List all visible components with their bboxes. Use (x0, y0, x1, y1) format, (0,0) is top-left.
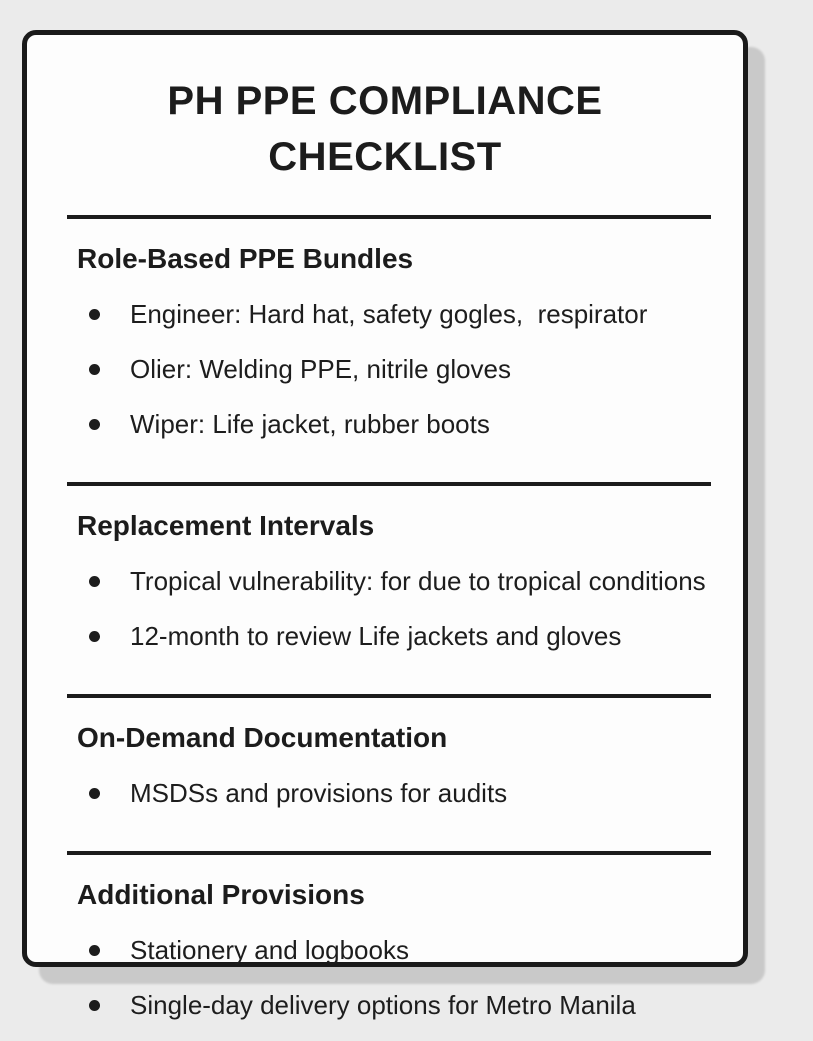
bullet-icon (89, 788, 100, 799)
divider (67, 851, 711, 855)
section-replacement-intervals (27, 510, 743, 672)
checklist-card (22, 30, 748, 1020)
bullet-list (77, 934, 711, 1041)
section-heading: Additional Provisions (77, 879, 365, 910)
divider (67, 482, 711, 486)
list-item-text: Tropical vulnerability: for due to tropical conditions (130, 566, 706, 596)
section-on-demand-documentation (27, 722, 743, 829)
list-item-text: Stationery and logbooks (130, 935, 409, 965)
list-item-text: 12-month to review Life jackets and gloves (130, 621, 622, 651)
list-item-text: Wiper: Life jacket, rubber boots (130, 409, 490, 439)
bullet-icon (89, 631, 100, 642)
list-item-text: Engineer: Hard hat, safety gogles, respirator (130, 299, 648, 329)
section-additional-provisions (27, 879, 743, 1041)
list-item (77, 777, 711, 809)
bullet-list (77, 565, 711, 672)
list-item (77, 934, 711, 966)
list-item (77, 353, 711, 385)
section-heading: On-Demand Documentation (77, 722, 448, 753)
list-item-text: Olier: Welding PPE, nitrile gloves (130, 354, 512, 384)
bullet-list (77, 777, 711, 829)
list-item (77, 620, 711, 652)
list-item-text: MSDSs and provisions for audits (130, 778, 508, 808)
section-heading: Replacement Intervals (77, 510, 375, 541)
bullet-icon (89, 945, 100, 956)
bullet-icon (89, 364, 100, 375)
list-item (77, 989, 711, 1021)
list-item-text: Single-day delivery options for Metro Manila (130, 990, 636, 1020)
bullet-icon (89, 419, 100, 430)
list-item (77, 298, 711, 330)
list-item (77, 565, 711, 597)
bullet-icon (89, 576, 100, 587)
list-item (77, 408, 711, 440)
bullet-list (77, 298, 711, 460)
section-role-based-ppe-bundles (27, 243, 743, 460)
bullet-icon (89, 309, 100, 320)
divider (67, 215, 711, 219)
page-title: PH PPE COMPLIANCE CHECKLIST (167, 79, 603, 179)
section-heading: Role-Based PPE Bundles (77, 243, 414, 274)
divider (67, 694, 711, 698)
bullet-icon (89, 1000, 100, 1011)
